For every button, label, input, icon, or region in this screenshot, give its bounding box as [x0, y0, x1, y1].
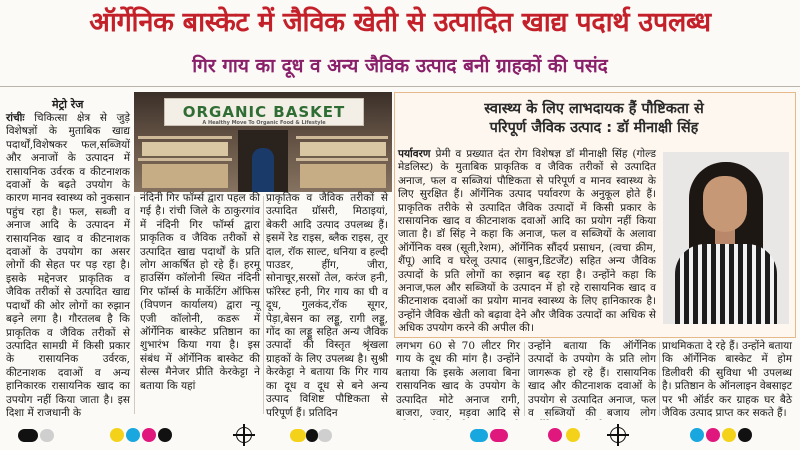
- print-registration-marks: [0, 420, 800, 450]
- store-sign: [164, 98, 364, 126]
- shelf-left: [138, 136, 232, 139]
- article-column-3: प्राकृतिक व जैविक तरीकों से उत्पादित ग्रॉसरी, मिठाइयां, बेकरी आदि उत्पाद उपलब्ध हैं। इसमें रेड राइस, ब्लैक राइस, तूर दाल, रॉक साल्ट, धनिया व हल्दी पाउडर, हींग, जीरा, सोनाचूर,सरसों तेल, करंज हनी, फॉरेस्ट हनी, गिर गाय का घी व दूध, गुलकंद,रॉक सूगर, पेड़ा,बेसन का लड्डू, रागी लड्डू, गोंद का लड्डू सहित अन्य जैविक उत्पादों की विस्तृत श्रृंखला ग्राहकों के लिए उपलब्ध है। सुश्री केरकेट्टा ने बताया कि गिर गाय का दूध व दूध से बने अन्य उत्पाद विशिष्ट पौष्टिकता से परिपूर्ण हैं। प्रतिदिन: [266, 192, 388, 419]
- store-photo: [134, 92, 392, 192]
- store-sign-text: ORGANIC BASKET: [182, 103, 346, 121]
- crosshair-icon: [236, 427, 252, 443]
- column-divider: [134, 196, 135, 414]
- registration-mark: [306, 429, 318, 442]
- shelf-goods: [300, 142, 386, 156]
- registration-mark: [290, 429, 306, 442]
- column-divider: [263, 196, 264, 414]
- registration-mark: [490, 429, 508, 442]
- shelf-goods: [300, 164, 386, 188]
- registration-dot-cyan: [690, 428, 704, 442]
- column-1-text: चिकित्सा क्षेत्र से जुड़े विशेषज्ञों के मुताबिक खाद्य पदार्थों,विशेषकर फल,सब्जियों और अनाजों के उत्पादन में रासायनिक उर्वरक व कीटनाशक दवाओं के बढ़ते उपयोग के कारण मानव स्वास्थ्य को नुकसान पहुंच रहा है। फल, सब्जी व अनाज आदि के उत्पादन में रासायनिक खाद व कीटनाशक दवाओं के उपयोग का असर लोगों की सेहत पर पड़ रहा है। इसके मद्देनजर प्राकृतिक व जैविक तरीकों से उत्पादित खाद्य पदार्थों की ओर लोगों का रुझान बढ़ने लगा है। गौरतलब है कि प्राकृतिक व जैविक तरीकों से उत्पादित सामग्री में किसी प्रकार के रासायनिक उर्वरक, कीटनाशक दवाओं व अन्य हानिकारक रासायनिक खाद का उपयोग नहीं किया जाता है। इस दिशा में राजधानी के: [6, 112, 130, 419]
- shelf-left-lower: [138, 158, 232, 161]
- header-divider: [0, 86, 800, 87]
- sidebar-lead-word: पर्यावरण: [398, 148, 431, 160]
- sidebar-title-line-1: स्वास्थ्य के लिए लाभदायक हैं पौष्टिकता से: [484, 101, 704, 117]
- store-sign-tagline: A Healthy Move To Organic Food & Lifestyle: [202, 120, 326, 126]
- dateline-place: रांचीः: [6, 112, 25, 124]
- article-column-2: नंदिनी गिर फॉर्म्स द्वारा पहल की गई है। रांची जिले के ठाकुरगांव में नंदिनी गिर फॉर्म्स द्वारा प्राकृतिक व जैविक तरीकों से उत्पादित खाद्य पदार्थों के प्रति लोग आकर्षित हो रहे हैं। हरमू हाउसिंग कॉलोनी स्थित नंदिनी गिर फॉर्म्स के मार्केटिंग ऑफिस (विपणन कार्यालय) द्वारा न्यू एजी कॉलोनी, कडरू में ऑर्गेनिक बास्केट प्रतिष्ठान का शुभारंभ किया गया है। इस संबंध में ऑर्गेनिक बास्केट की सेल्स मैनेजर प्रीति केरकेट्टा ने बताया कि यहां: [140, 192, 260, 392]
- article-column-6: प्राथमिकता दे रहे हैं। उन्होंने बताया कि ऑर्गेनिक बास्केट में होम डिलीवरी की सुविधा भी उपलब्ध है। प्रतिष्ठान के ऑनलाइन वेबसाइट पर भी ऑर्डर कर ग्राहक घर बैठे जैविक उत्पाद प्राप्त कर सकते हैं।: [662, 340, 792, 420]
- registration-dot-yellow: [566, 428, 580, 442]
- portrait-shirt: [675, 244, 777, 324]
- registration-dot-black: [738, 428, 752, 442]
- headline: ऑर्गेनिक बास्केट में जैविक खेती से उत्पादित खाद्य पदार्थ उपलब्ध: [89, 7, 711, 38]
- registration-dot-magenta: [548, 428, 562, 442]
- portrait-face: [703, 176, 747, 232]
- column-divider: [524, 342, 525, 416]
- column-divider: [659, 342, 660, 416]
- sidebar-box-text: [398, 148, 656, 335]
- sidebar-box-title: [396, 100, 792, 138]
- portrait-photo: [663, 152, 789, 324]
- registration-mark: [318, 429, 332, 442]
- registration-mark: [470, 429, 488, 442]
- person-figure: [252, 148, 274, 192]
- registration-mark: [40, 429, 54, 442]
- registration-dot-magenta: [142, 428, 156, 442]
- subheadline: गिर गाय का दूध व अन्य जैविक उत्पाद बनी ग्राहकों की पसंद: [192, 55, 608, 77]
- registration-dot-cyan: [126, 428, 140, 442]
- shelf-right: [296, 136, 388, 139]
- registration-dot-black: [158, 428, 172, 442]
- registration-dot-magenta: [706, 428, 720, 442]
- crosshair-icon: [610, 427, 626, 443]
- shelf-goods: [142, 142, 228, 156]
- registration-dot-yellow: [722, 428, 736, 442]
- article-column-5: उन्होंने बताया कि ऑर्गेनिक उत्पादों के उपयोग के प्रति लोग जागरूक हो रहे हैं। रासायनिक खाद और कीटनाशक दवाओं के उपयोग से उत्पादित अनाज, फल व सब्जियों की बजाय लोग: [528, 340, 656, 420]
- article-column-4: लगभग 60 से 70 लीटर गिर गाय के दूध की मांग है। उन्होंने बताया कि इसके अलावा बिना रासायनिक खाद के उपयोग के उत्पादित मोटे अनाज रागी, बाजरा, ज्वार, मड़वा आदि से: [396, 340, 520, 420]
- shelf-goods: [142, 164, 228, 188]
- article-column-1: [6, 112, 130, 419]
- registration-mark: [18, 429, 38, 442]
- byline: मेट्रो रेज: [52, 98, 84, 111]
- registration-dot-yellow: [110, 428, 124, 442]
- sidebar-title-line-2: परिपूर्ण जैविक उत्पाद : डॉ मीनाक्षी सिंह: [489, 120, 699, 136]
- sidebar-body: प्रेमी व प्रख्यात दंत रोग विशेषज्ञ डॉ मीनाक्षी सिंह (गोल्ड मेडलिस्ट) के मुताबिक प्राकृतिक व जैविक तरीकों से उत्पादित अनाज, फल व सब्जियां पौष्टिकता से परिपूर्ण व मानव स्वास्थ्य के लिए सुरक्षित हैं। ऑर्गेनिक उत्पाद पर्यावरण के अनुकूल होते हैं। प्राकृतिक तरीके से उत्पादित जैविक उत्पादों में किसी प्रकार के रासायनिक खाद व कीटनाशक दवाओं आदि का प्रयोग नहीं किया जाता है। डॉ सिंह ने कहा कि अनाज, फल व सब्जियों के अलावा ऑर्गेनिक वस्त्र (सूती,रेशम), ऑर्गेनिक सौंदर्य प्रसाधन, (त्वचा क्रीम, शैंपू) आदि व घरेलू उत्पाद (साबुन,डिटर्जेंट) सहित अन्य जैविक उत्पादों के प्रति लोगों का रुझान बढ़ रहा है। उन्होंने कहा कि अनाज,फल और सब्जियों के उत्पादन में हो रहे रासायनिक खाद व कीटनाशक दवाओं का प्रयोग मानव स्वास्थ्य के लिए हानिकारक है। उन्होंने जैविक खेती को बढ़ावा देने और जैविक उत्पादों का अधिक से अधिक उपयोग करने की अपील की।: [398, 148, 656, 335]
- shelf-right-lower: [296, 158, 388, 161]
